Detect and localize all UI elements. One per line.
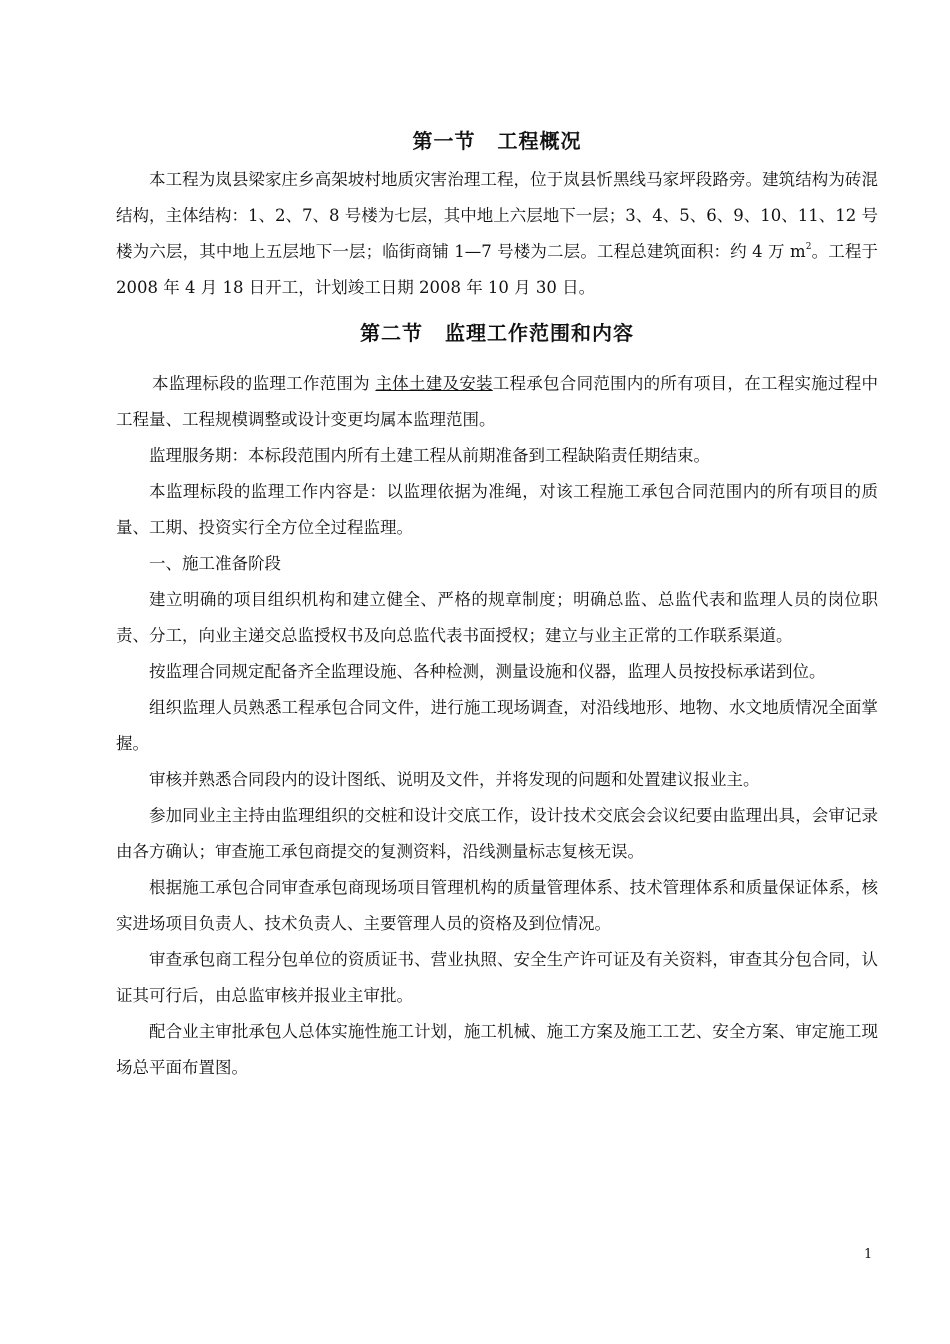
project-overview-paragraph: 本工程为岚县梁家庄乡高架坡村地质灾害治理工程，位于岚县忻黑线马家坪段路旁。建筑结构为砖混结构，主体结构：1、2、7、8 号楼为七层，其中地上六层地下一层；3、4、5、6、9、10、11、12 号楼为六层，其中地上五层地下一层；临街商铺 1—7 号楼为二层。工程总建筑面积：约 4 万 $m^2$。工程于 2008 年 4 月 18 日开工，计划竣工日期 2008 年 10 月 30 日。	[116, 170, 878, 297]
list-item: 审查承包商工程分包单位的资质证书、营业执照、安全生产许可证及有关资料，审查其分包合同，认证其可行后，由总监审核并报业主审批。	[116, 950, 878, 1005]
list-item: 组织监理人员熟悉工程承包合同文件，进行施工现场调查，对沿线地形、地物、水文地质情况全面掌握。	[116, 698, 878, 753]
section-1-heading	[116, 124, 878, 158]
superscript-2: 2	[805, 242, 812, 252]
list-item: 参加同业主主持由监理组织的交桩和设计交底工作，设计技术交底会会议纪要由监理出具，会审记录由各方确认；审查施工承包商提交的复测资料，沿线测量标志复核无误。	[116, 806, 878, 861]
list-item: 根据施工承包合同审查承包商现场项目管理机构的质量管理体系、技术管理体系和质量保证体系，核实进场项目负责人、技术负责人、主要管理人员的资格及到位情况。	[116, 878, 878, 933]
section-2-title: 监理工作范围和内容	[445, 321, 634, 345]
section-2-heading	[116, 316, 878, 350]
section-2-number: 第二节	[360, 321, 423, 345]
scope-underlined-text: 主体土建及安装	[375, 374, 493, 393]
section-1-title: 工程概况	[497, 129, 582, 153]
stage-1-title: 一、施工准备阶段	[149, 554, 281, 573]
service-period-paragraph: 监理服务期：本标段范围内所有土建工程从前期准备到工程缺陷责任期结束。	[149, 446, 710, 465]
page-content	[116, 124, 878, 1086]
page-number: 1	[864, 1247, 873, 1262]
list-item: 建立明确的项目组织机构和建立健全、严格的规章制度；明确总监、总监代表和监理人员的岗位职责、分工，向业主递交总监授权书及向总监代表书面授权；建立与业主正常的工作联系渠道。	[116, 590, 878, 645]
section-1-number: 第一节	[412, 129, 476, 153]
scope-paragraph: 本监理标段的监理工作范围为 主体土建及安装工程承包合同范围内的所有项目，在工程实施过程中工程量、工程规模调整或设计变更均属本监理范围。	[116, 374, 879, 429]
list-item: 按监理合同规定配备齐全监理设施、各种检测，测量设施和仪器，监理人员按投标承诺到位。	[149, 662, 826, 681]
content-intro-paragraph: 本监理标段的监理工作内容是：以监理依据为准绳，对该工程施工承包合同范围内的所有项目的质量、工期、投资实行全方位全过程监理。	[116, 482, 878, 537]
list-item: 配合业主审批承包人总体实施性施工计划，施工机械、施工方案及施工工艺、安全方案、审定施工现场总平面布置图。	[116, 1022, 878, 1077]
list-item: 审核并熟悉合同段内的设计图纸、说明及文件，并将发现的问题和处置建议报业主。	[149, 770, 760, 789]
